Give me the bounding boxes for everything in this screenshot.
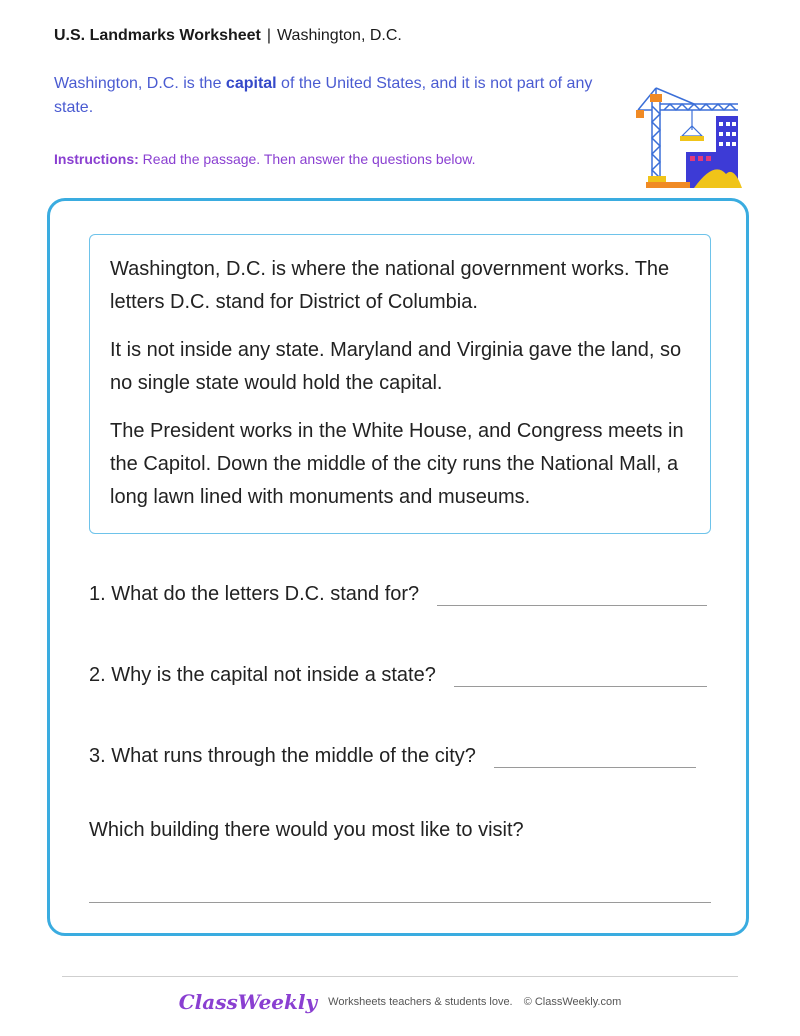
intro-keyword: capital — [225, 75, 277, 92]
worksheet-header — [54, 27, 402, 45]
classweekly-logo: ClassWeekly — [178, 990, 318, 1014]
question-text: Which building there would you most like to visit? — [89, 819, 524, 841]
question-text: 3. What runs through the middle of the city? — [89, 745, 476, 767]
footer-copyright: © ClassWeekly.com — [523, 996, 622, 1008]
question-text: 1. What do the letters D.C. stand for? — [89, 583, 420, 605]
question-3 — [89, 745, 696, 768]
construction-crane-icon — [634, 86, 742, 192]
question-2 — [89, 664, 707, 687]
question-text: 2. Why is the capital not inside a state? — [89, 664, 436, 686]
instructions-label: Instructions: — [54, 151, 139, 167]
intro-text — [54, 72, 614, 120]
intro-after: of the United States, and it is not part of any state. — [54, 75, 593, 116]
passage-paragraph: It is not inside any state. Maryland and Virginia gave the land, so no single state would hold the capital. — [110, 339, 682, 394]
passage-paragraph: The President works in the White House, and Congress meets in the Capitol. Down the middle of the city runs the National Mall, a long lawn lined with monuments and museums. — [110, 420, 684, 508]
reading-passage — [89, 234, 711, 534]
answer-line[interactable] — [494, 766, 696, 768]
answer-line[interactable] — [454, 685, 707, 687]
answer-line[interactable] — [89, 902, 711, 903]
question-1 — [89, 583, 707, 606]
header-separator: | — [266, 27, 272, 44]
passage-paragraph: Washington, D.C. is where the national government works. The letters D.C. stand for District of Columbia. — [110, 258, 670, 313]
answer-line[interactable] — [437, 604, 707, 606]
footer-divider — [62, 976, 738, 977]
footer — [0, 990, 800, 1014]
worksheet-title: U.S. Landmarks Worksheet — [54, 27, 261, 44]
intro-before: Washington, D.C. is the — [54, 75, 226, 92]
instructions — [54, 151, 476, 167]
instructions-text: Read the passage. Then answer the questions below. — [138, 151, 476, 167]
worksheet-subtitle: Washington, D.C. — [277, 27, 402, 44]
question-4 — [89, 819, 524, 842]
footer-tagline: Worksheets teachers & students love. — [328, 996, 513, 1008]
